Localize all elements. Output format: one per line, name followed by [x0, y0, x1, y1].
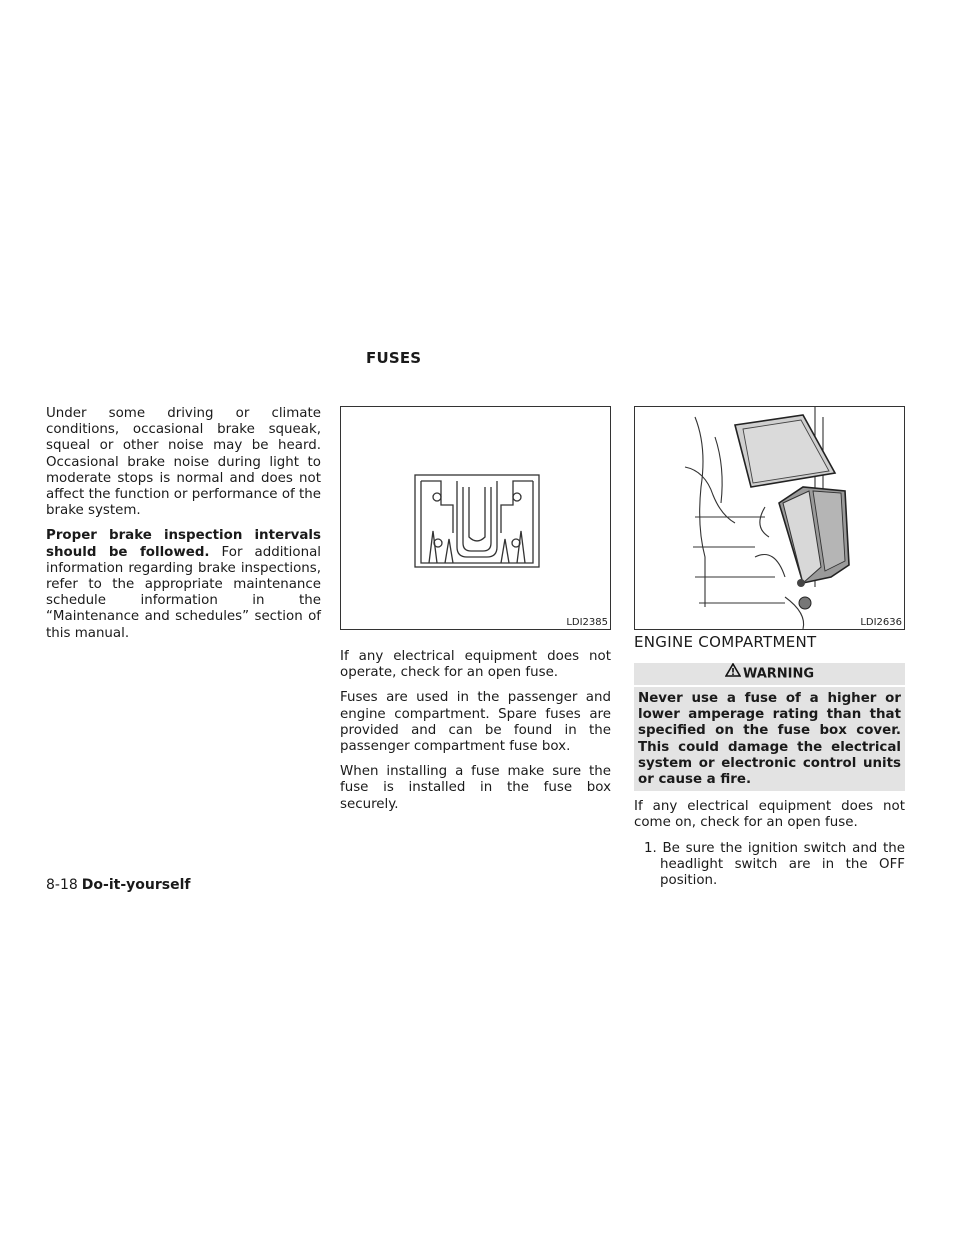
fuse-installation-paragraph: When installing a fuse make sure the fuse is installed in the fuse box securely. — [340, 764, 611, 812]
section-title: FUSES — [366, 349, 422, 367]
column-2 — [340, 649, 611, 822]
warning-header — [634, 663, 905, 685]
figure-label: LDI2385 — [566, 617, 608, 628]
fuse-drawing — [341, 407, 612, 631]
fuse-box-drawing — [635, 407, 906, 631]
column-1 — [46, 406, 321, 651]
brake-noise-paragraph: Under some driving or climate conditions, occasional brake squeak, squeal or other noise may be heard. Occasional brake noise during light to moderate stops is normal and does not affect the function or performance of the brake system. — [46, 406, 321, 519]
brake-inspection-text: For additional information regarding brake inspections, refer to the appropriate maintenance schedule information in the “Maintenance and schedules” section of this manual. — [46, 544, 321, 641]
figure-label: LDI2636 — [860, 617, 902, 628]
fuse-illustration — [340, 406, 611, 630]
open-fuse-paragraph: If any electrical equipment does not operate, check for an open fuse. — [340, 649, 611, 681]
open-fuse-check-paragraph: If any electrical equipment does not come on, check for an open fuse. — [634, 799, 905, 831]
fuse-locations-paragraph: Fuses are used in the passenger and engine compartment. Spare fuses are provided and can be found in the passenger compartment fuse box. — [340, 690, 611, 755]
engine-compartment-illustration — [634, 406, 905, 630]
brake-inspection-paragraph — [46, 528, 321, 641]
page-number: 8-18 — [46, 877, 78, 893]
column-3 — [634, 663, 905, 898]
brake-inspection-bold: Proper brake inspection intervals should be followed. — [46, 528, 321, 560]
engine-compartment-heading: ENGINE COMPARTMENT — [634, 633, 817, 651]
warning-title: WARNING — [742, 666, 815, 682]
warning-triangle-icon — [725, 663, 741, 685]
chapter-name: Do-it-yourself — [81, 877, 191, 893]
warning-text: Never use a fuse of a higher or lower amperage rating than that specified on the fuse box cover. This could damage the electrical system or electronic control units or cause a fire. — [634, 687, 905, 791]
page-footer — [46, 877, 190, 893]
step-1: 1. Be sure the ignition switch and the headlight switch are in the OFF position. — [644, 840, 905, 889]
